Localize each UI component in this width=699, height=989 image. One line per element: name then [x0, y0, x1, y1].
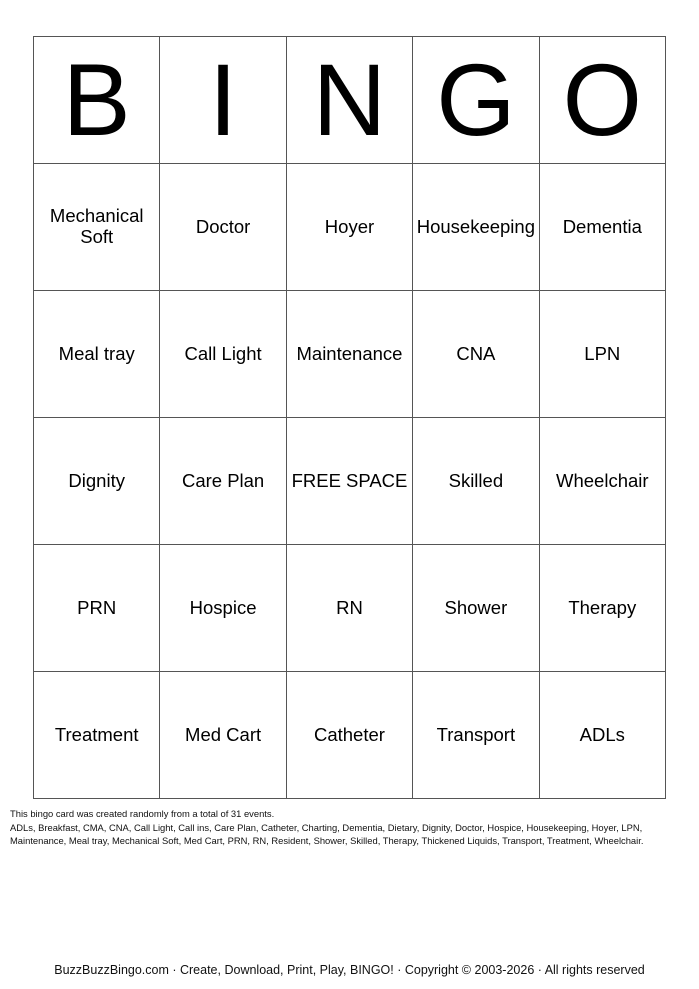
header-letter-b: B	[34, 37, 160, 164]
bingo-cell: Med Cart	[160, 672, 286, 799]
bingo-cell: CNA	[413, 291, 539, 418]
bingo-row	[34, 545, 666, 672]
bingo-header-row	[34, 37, 666, 164]
card-summary: This bingo card was created randomly from a total of 31 events.	[10, 808, 275, 819]
header-letter-g: G	[413, 37, 539, 164]
bingo-cell: Wheelchair	[539, 418, 665, 545]
bingo-row	[34, 418, 666, 545]
bingo-cell: Hospice	[160, 545, 286, 672]
header-letter-o: O	[539, 37, 665, 164]
header-letter-i: I	[160, 37, 286, 164]
bingo-cell: Mechanical Soft	[34, 164, 160, 291]
bingo-cell: ADLs	[539, 672, 665, 799]
bingo-cell: Transport	[413, 672, 539, 799]
bingo-cell: Housekeeping	[413, 164, 539, 291]
bingo-row	[34, 672, 666, 799]
bingo-cell: LPN	[539, 291, 665, 418]
bingo-cell: Care Plan	[160, 418, 286, 545]
event-list-line: ADLs, Breakfast, CMA, CNA, Call Light, Call ins, Care Plan, Catheter, Charting, Dementia, Dietary, Dignity, Doctor, Hospice, Housekeeping, Hoyer, LPN,	[10, 821, 643, 833]
bingo-cell: Hoyer	[286, 164, 412, 291]
bingo-cell: Catheter	[286, 672, 412, 799]
header-letter-n: N	[286, 37, 412, 164]
event-list-line: Maintenance, Meal tray, Mechanical Soft, Med Cart, PRN, RN, Resident, Shower, Skilled, Therapy, Thickened Liquids, Transport, Treatment, Wheelchair.	[10, 835, 644, 846]
bingo-cell: Maintenance	[286, 291, 412, 418]
bingo-cell: Treatment	[34, 672, 160, 799]
free-space-cell: FREE SPACE	[286, 418, 412, 545]
bingo-cell: RN	[286, 545, 412, 672]
bingo-cell: Meal tray	[34, 291, 160, 418]
page-footer: BuzzBuzzBingo.com · Create, Download, Print, Play, BINGO! · Copyright © 2003-2026 · All rights reserved	[54, 963, 645, 977]
bingo-cell: Call Light	[160, 291, 286, 418]
bingo-cell: Doctor	[160, 164, 286, 291]
bingo-cell: Shower	[413, 545, 539, 672]
bingo-cell: Dignity	[34, 418, 160, 545]
bingo-card	[33, 36, 666, 799]
bingo-cell: Skilled	[413, 418, 539, 545]
bingo-row	[34, 291, 666, 418]
bingo-cell: Dementia	[539, 164, 665, 291]
bingo-row	[34, 164, 666, 291]
bingo-cell: Therapy	[539, 545, 665, 672]
card-info	[10, 807, 690, 848]
bingo-cell: PRN	[34, 545, 160, 672]
